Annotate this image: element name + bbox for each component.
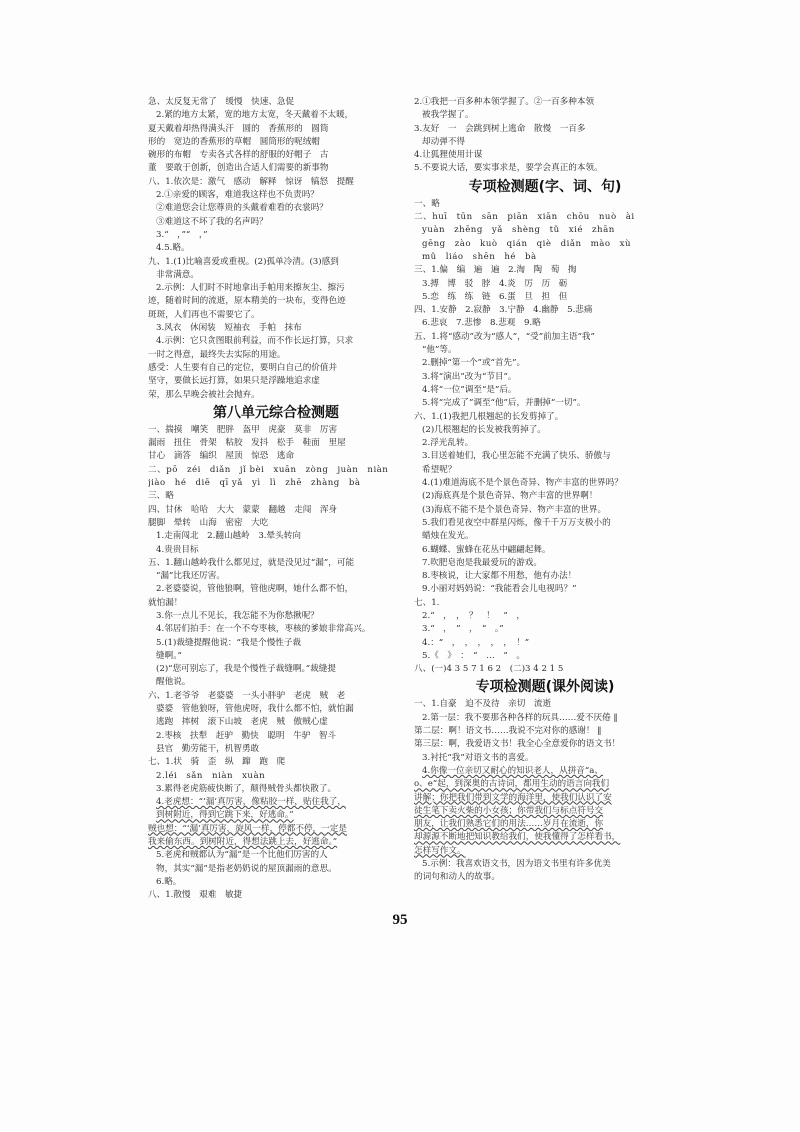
right-answer-line: 却源源不断地把知识教给我们，使我懂得了怎样看书， [414,832,621,843]
right-answer-line: 5.不要说大话，要实事求是，要学会真正的本领。 [414,163,603,174]
left-answer-line: 三、略 [148,491,174,502]
left-answer-line: 六、1.老爷爷 老婆婆 一头小胖驴 老虎 贼 老 [148,690,346,701]
left-answer-line: 缝啊。” [156,650,182,661]
left-column [148,96,404,903]
left-answer-line: 董 要敢于创新，创造出合适人们需要的新事物 [148,163,329,174]
left-answer-line: 一时之得意，最终失去实际的用途。 [148,349,286,360]
right-answer-line: 七、1. [414,597,440,608]
right-answer-line: 6.蝴蝶、蜜蜂在花丛中翩翩起舞。 [422,544,551,555]
right-section-heading: 专项检测题(课外阅读) [475,679,615,696]
left-answer-line: 6.略。 [156,876,182,887]
right-answer-line: o、e”起，到深奥的古诗词，都用生动的语言向我们 [414,779,610,790]
left-answer-line: 迹，随着时间的流逝，原本精美的一块布，变得色迹 [148,296,346,307]
left-answer-line: 4.老虎想：“‘漏’真厉害，像粘胶一样，贴住我了， [156,797,346,808]
right-answer-line: 8.枣核说，让大家都不用愁，他有办法！ [422,571,577,582]
right-answer-line: 5.将“完成了”调至“他”后，并删掉“一切”。 [422,398,586,409]
right-answer-line: 4.：“ ， ， ， ， ， ！” [422,637,530,648]
right-answer-line: 4.让狐狸使用计谋 [414,150,483,161]
right-answer-line: 第三层：啊，我爱语文书！我全心全意爱你的语文书！ [414,739,621,750]
left-answer-line: 2.①亲爱的顾客，难道我这样也不负责吗？ [156,190,319,201]
right-answer-line: (3)海底不能不是个景色奇异、物产丰富的世界。 [422,504,607,515]
left-answer-line: 碗形的布帽 专卖各式各样的舒服的好帽子 古 [148,150,329,161]
right-answer-line: 一、略 [414,198,440,209]
left-answer-line: 甘心 滴答 编织 屋顶 惊恐 逃命 [148,451,295,462]
left-answer-line: 腿脚 晕转 山海 密密 大吃 [148,517,269,528]
left-answer-line: 5.老虎和贼都认为“漏”是一个比他们厉害的人 [156,850,328,861]
left-answer-line: 3.累得老虎筋疲快断了，颠得贼骨头都快散了。 [156,783,337,794]
right-answer-line: 徒生笔下卖火柴的小女孩；你带我们与标点符号交 [414,805,604,816]
right-answer-line: mǔ liáo shēn hé bà [422,251,537,262]
left-answer-line: 婆婆 管他狼呀，管他虎呀，我什么都不怕，就怕漏 [156,704,354,715]
left-answer-line: 夏天戴着却热得满头汗 圆的 香蕉形的 圆筒 [148,123,329,134]
left-answer-line: 急、太反复无常了 缓慢 快速、急促 [148,97,295,107]
right-answer-line: gēng zào kuò qián qiè diǎn mào xù [422,238,631,249]
right-answer-line: 蜡烛在发光。 [422,531,474,542]
right-answer-line: 4.将“一位”调至“是”后。 [422,384,517,395]
left-answer-line: 九、1.(1)比喻喜爱或重视。(2)孤单冷清。(3)感到 [148,256,339,267]
right-answer-line: (2)海底真是个景色奇异、物产丰富的世界啊！ [422,491,598,502]
right-answer-line: 3.搏 博 驳 脖 4.炎 厉 历 砺 [422,278,568,289]
left-answer-line: 5.(1)裁缝提醒他说：“我是个慢性子裁 [156,637,302,648]
right-section-heading: 专项检测题(字、词、句) [468,178,622,195]
right-answer-line: 5.我们看见夜空中群星闪烁，像千千万万支极小的 [422,517,611,528]
right-answer-line: 6.悲哀 7.悲惨 8.悲观 9.略 [422,318,541,329]
left-answer-line: 县官 勤劳能干，机智勇敢 [156,743,260,754]
right-answer-line: 的词句和动人的故事。 [414,872,500,883]
right-answer-line: 2.删掉“第一个”或“首先”。 [422,358,526,369]
left-answer-line: 八、1.散慢 艰难 敏捷 [148,890,243,901]
right-answer-line: 2.第一层：我不要那各种各样的玩具……爱不厌倦 ‖ [422,712,618,723]
left-answer-line: 4.贵贵目标 [156,544,199,555]
right-answer-line: 5.恋 练 练 链 6.蛋 旦 担 但 [422,291,568,302]
left-answer-line: 4.示例：它只贪图眼前利益，而不作长远打算，只求 [156,336,354,347]
right-answer-line: 7.吹肥皂泡是我最爱玩的游戏。 [422,557,542,568]
right-answer-line: 被我学握了。 [422,110,474,121]
left-answer-line: ②难道您会让您尊贵的头戴着难看的衣裳吗？ [156,203,328,214]
right-answer-line: 却动弹不得 [422,136,465,147]
left-answer-line: 二、pō zéi diǎn jǐ bèi xuān zòng juàn niàn [148,464,389,475]
left-answer-line: 1.走南闯北 2.翻山越岭 3.晕头转向 [156,531,301,542]
left-answer-line: 形的 宽边的香蕉形的草帽 圆筒形的呢绒帽 [148,136,320,147]
right-answer-line: 3.将“演出”改为“节目”。 [422,371,517,382]
right-answer-line: 2.浮光乱转。 [422,438,474,449]
left-answer-line: 3.你一点儿不见长，我怎能不为你愁揪呢？ [156,610,319,621]
left-answer-line: 3.风衣 休闲装 短袖衣 手帕 抹布 [156,323,302,334]
right-answer-line: 4.(1)难道海底不是个景色奇异、物产丰富的世界吗？ [422,478,623,489]
right-column [414,96,676,885]
left-answer-line: 感受：人生要有自己的定位，要明白自己的价值并 [148,362,338,373]
right-answer-line: 第二层：啊！语文书……我说不完对你的感谢！ ‖ [414,726,602,737]
left-answer-line: 四、甘休 哈哈 大大 蒙蒙 翻越 走闯 浑身 [148,504,338,515]
left-answer-line: 我来偷东西。到树附近，得想法跳上去，好逃命。” [148,837,338,848]
right-answer-line: 3.目送着她们，我心里怎能不充满了快乐、骄傲与 [422,451,611,462]
left-section-heading: 第八单元综合检测题 [213,404,339,421]
right-answer-line: 五、1.将“感动”改为“感人”，“受”前加主语“我” [414,331,595,342]
left-answer-line: 荣，那么早晚会被社会抛弃。 [148,389,260,400]
right-answer-line: 3.友好 一 会跳到树上逃命 散慢 一百多 [414,123,586,134]
right-answer-line: 5.《 》 ： “ … ” 。 [422,650,525,661]
right-answer-line: 怎样写作文。 [414,845,466,856]
right-answer-line: 二、huī tūn sān piān xiān chōu nuò ài [414,212,635,223]
right-answer-line: “他”等。 [422,345,457,356]
left-answer-line: 到树附近，得到它跳下来，好逃命。” [156,810,294,821]
left-answer-line: 4.邻居们拍手：在一个不夸枣核，枣核的爹娘非常高兴。 [156,624,371,635]
left-answer-line: 4.5.略。 [156,243,190,254]
right-answer-line: 朋友，让我们熟悉它们的用法……岁月在流逝，你 [414,819,604,830]
right-answer-line: 2.“ ， ， ？ ！ ” ， [422,610,525,621]
right-answer-line: 三、1.偏 编 遍 遍 2.淘 陶 萄 掏 [414,265,577,276]
left-answer-line: 斑斑，人们再也不需要它了。 [148,309,260,320]
left-answer-line: 2.紧的地方太紧，宽的地方太宽，冬天戴着不太暖， [156,110,354,121]
left-answer-line: 2.枣核 扶犁 赶驴 勤快 聪明 牛驴 智斗 [156,730,337,741]
left-answer-line: 2.léi sǎn niàn xuàn [156,770,266,781]
right-answer-line: 2.①我把一百多种本领学握了。②一百多种本领 [414,97,595,107]
right-answer-line: 希望呢？ [422,464,457,475]
left-answer-line: 非常满意。 [156,269,199,280]
right-answer-line: 一、1.自豪 迫不及待 亲切 流逝 [414,699,552,710]
left-answer-line: 八、1.依次是：激气 感动 解释 惊讶 犒怒 提醒 [148,176,354,187]
left-answer-line: 七、1.状 骑 歪 纵 蹿 跑 爬 [148,757,286,768]
left-answer-line: 物，其实“漏”是指老奶奶说的屋顶漏雨的意思。 [156,863,337,874]
left-answer-line: 就怕漏！ [148,597,183,608]
right-answer-line: 4.你像一位亲切又耐心的知识老人，从拼音“a、 [422,765,603,776]
left-answer-line: 坚守，要做长远打算，如果只是浮躁地追求虚 [148,376,320,387]
left-answer-line: (2)“您可别忘了，我是个慢性子裁缝啊。”裁缝提 [156,664,336,675]
left-answer-line: 3.“ ，”“ ，” [156,229,208,240]
right-answer-line: yuàn zhēng yǎ shèng tǔ xié zhān [422,225,615,236]
left-answer-line: 2.老婆婆说，管他狼啊，管他虎啊，她什么都不怕， [156,584,354,595]
left-answer-line: 2.示例：人们时不时地拿出手帕用来擦灰尘、擦污 [156,283,345,294]
right-answer-line: 3.“ ， ” ， “ 。” [422,624,504,635]
left-answer-line: “漏”比我还厉害。 [156,571,225,582]
right-answer-line: 八、(一)4 3 5 7 1 6 2 (二)3 4 2 1 5 [414,664,564,675]
left-answer-line: ③难道这不坏了我的名声吗？ [156,216,268,227]
left-answer-line: 贼也想：“‘漏’真厉害，旋风一样，停都不停，一定是 [148,823,347,834]
left-answer-line: 醒他说。 [156,677,191,688]
right-answer-line: 讲解；你把我们带到文学的海洋里，使我们认识了安 [414,792,612,803]
right-answer-line: 3.衬托“我”对语文书的喜爱。 [422,752,534,763]
right-answer-line: 六、1.(1)我把几根翘起的长发剪掉了。 [414,411,564,422]
left-answer-line: jiào hé diē qī yǎ yì lì zhē zhàng bà [148,478,361,489]
right-answer-line: 9.小丽对妈妈说：“我能看会儿电视吗？” [422,584,577,595]
left-answer-line: 逃跑 摔树 滚下山坡 老虎 贼 傲贼心虚 [156,717,328,728]
right-answer-line: 四、1.安静 2.寂静 3.宁静 4.幽静 5.悲痛 [414,305,593,316]
right-answer-line: (2)几根翘起的长发被我剪掉了。 [422,424,546,435]
left-answer-line: 一、揣摸 嘲笑 肥胖 盔甲 虎豪 莫非 厉害 [148,424,338,435]
left-answer-line: 漏雨 扭住 骨架 粘胶 发抖 松手 鞋面 里屋 [148,438,346,449]
left-answer-line: 五、1.翻山越岭我什么都见过，就是没见过“漏”，可能 [148,557,355,568]
right-answer-line: 5.示例：我喜欢语文书，因为语文书里有许多优美 [422,859,611,870]
page-number: 95 [392,912,408,928]
